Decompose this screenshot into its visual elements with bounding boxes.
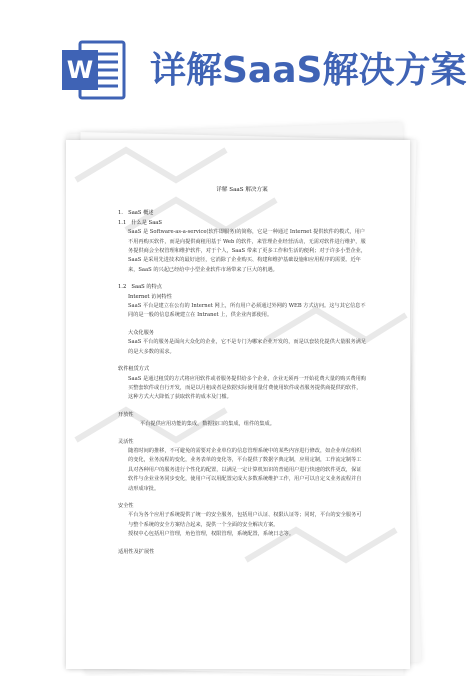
feature-title: 适用性及扩展性 bbox=[118, 548, 155, 555]
feature-title: 安全性 bbox=[118, 502, 134, 509]
paragraph: SaaS 是通过租赁的方式将应用软件或者服务提供给多个企业，企业无须再一开始花费大量的购买费用购买整套软件或自行开发，而是以月租或者是依据实际使用量付费使用软件或者服务提供商提供的软件，这种方式大大降低了获取软件的成本及门槛。 bbox=[128, 375, 367, 401]
feature-title: 软件租赁方式 bbox=[118, 366, 150, 373]
feature-title: 灵活性 bbox=[118, 438, 134, 445]
document-page bbox=[66, 140, 410, 669]
paragraph: SaaS 是 Software-as-a-service(软件即服务)的简称，它是一种通过 Internet 提供软件的模式，用户不用再购买软件，而是向提供商租用基于 Web 的软件，来管理企业经营活动，无需对软件进行维护，服务提供商会全权管理和维护软件，对于个人，SaaS 带来了更多工作和生活的便利；对于许多小型企业，SaaS 是采用先进技术的最好途径，它消除了企业购买、构建和维护基础设施和应用程序的需要。近年来，SaaS 的兴起已经给中小型企业软件市场带来了巨大的机遇。 bbox=[128, 229, 367, 273]
section-heading: 1.1 什么是 SaaS bbox=[118, 219, 162, 226]
paragraph: 平台为各个应用子系统提供了统一的安全服务，包括用户认证、权限认证等；同时，平台的安全服务可与整个系统的安全方案结合起来，提供一个全面的安全解决方案。 bbox=[128, 512, 362, 528]
document-title: 详解 SaaS 解决方案 bbox=[216, 187, 268, 193]
feature-title: 大众化服务 bbox=[128, 329, 154, 336]
section-heading: 1. SaaS 概述 bbox=[118, 210, 154, 217]
paragraph: SaaS 平台是建立在公有的 Internet 网上，所有用户必须通过外网的 WEB 方式访问。这与其它信息不同的是一般的信息系统建立在 Intranet 上，供企业内部使用。 bbox=[128, 303, 366, 319]
logo-letter: W bbox=[66, 56, 94, 84]
feature-title: Internet 访问特性 bbox=[128, 293, 172, 300]
paragraph: 平台提供应用功能的集成，数据接口的集成，组件的集成。 bbox=[140, 421, 275, 428]
document-content bbox=[118, 186, 366, 557]
feature-title: 开放性 bbox=[118, 411, 134, 418]
paragraph: 随着时间的推移，不可避免的需要对企业单位的信息管理系统中的某些内容进行修改，如企业单位组织的变化，业务流程的变化，业务表单的变化等，平台提供了数据字典定制，应用定制，工作流定制等工具对各种用户的服务进行个性化的配置，以满足一定计算机知识的普通用户进行快速的软件更改，保证软件与企业业务同步变化，使用户可以用配置完成大多数系统维护工作，用户可以自定义业务流程并自动形成审批。 bbox=[128, 447, 362, 492]
page-title: 详解SaaS解决方案 bbox=[150, 50, 467, 91]
paragraph: SaaS 平台的服务是面向大众化的企业，它不是专门为哪家企业开发的，而是以套装化提供大量服务满足的是大多数的需求。 bbox=[128, 339, 367, 355]
section-heading: 1.2 SaaS 的特点 bbox=[118, 284, 162, 291]
paragraph: 授权中心包括用户管理，角色管理，权限管理，系统配置，系统日志等。 bbox=[128, 531, 295, 538]
